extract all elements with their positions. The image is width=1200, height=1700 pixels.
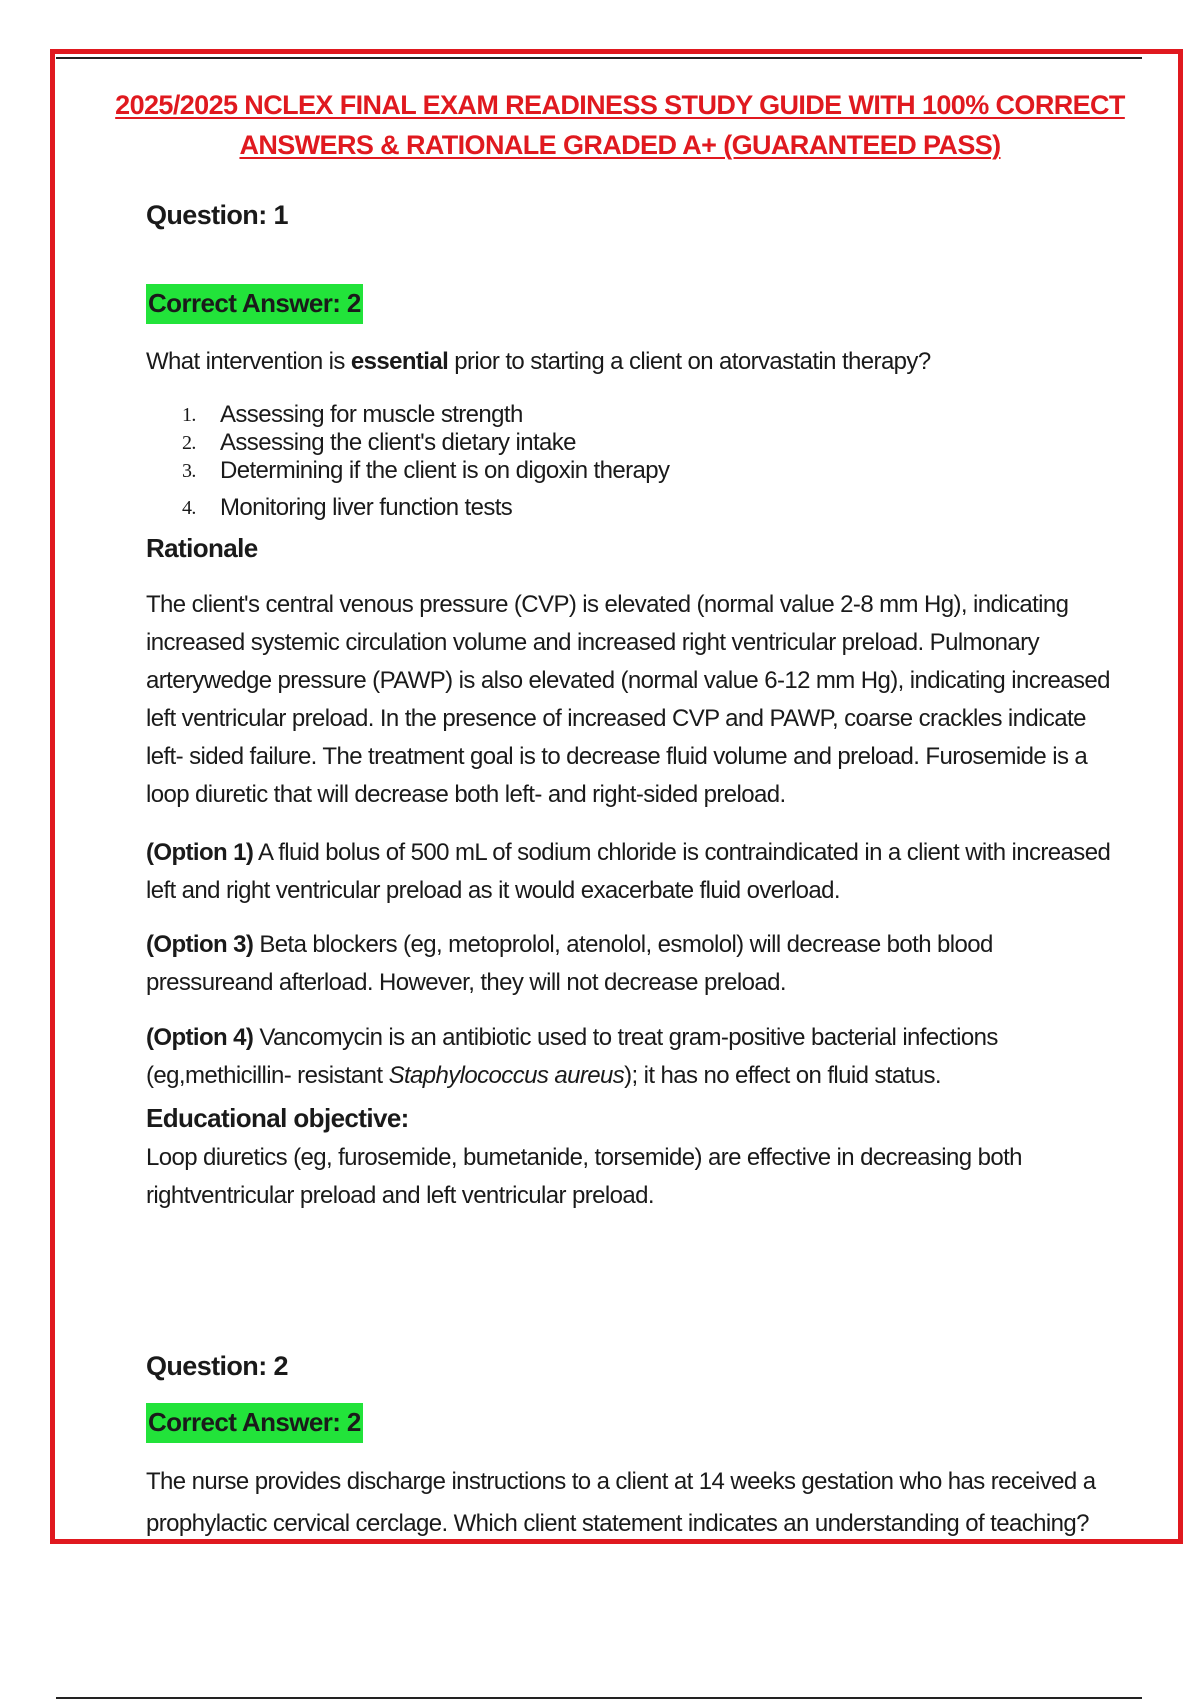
question-2-correct-answer-badge: Correct Answer: 2 <box>146 1403 363 1443</box>
option-1-explanation <box>146 834 1121 910</box>
rationale-paragraph: The client's central venous pressure (CVP) is elevated (normal value 2-8 mm Hg), indicating increased systemic circulation volume and increased right ventricular preload. Pulmonary arterywedge pressure (PAWP) is also elevated (normal value 6-12 mm Hg), indicating increased left ventricular preload. In the presence of increased CVP and PAWP, coarse crackles indicate left- sided failure. The treatment goal is to decrease fluid volume and preload. Furosemide is a loop diuretic that will decrease both left- and right-sided preload. <box>146 591 1110 808</box>
option-text: Assessing for muscle strength <box>220 401 523 428</box>
option-4-text-before: Vancomycin is an antibiotic used to treat gram-positive bacterial infections (eg,methicillin- resistant <box>146 1024 998 1089</box>
educational-objective-heading: Educational objective: <box>146 1103 409 1133</box>
option-number: 2. <box>182 432 196 454</box>
rationale-heading: Rationale <box>146 533 258 563</box>
question-1-stem <box>146 343 1121 381</box>
option-4-text-after: ); it has no effect on fluid status. <box>624 1062 941 1089</box>
option-text: Assessing the client's dietary intake <box>220 429 576 456</box>
option-item-3 <box>182 457 669 485</box>
stem-text-after: prior to starting a client on atorvastatin therapy? <box>448 348 931 375</box>
option-4-explanation <box>146 1019 1121 1095</box>
educational-objective-text: Loop diuretics (eg, furosemide, bumetanide, torsemide) are effective in decreasing both rightventricular preload and left ventricular preload. <box>146 1144 1022 1209</box>
footer-rule <box>56 1697 1142 1699</box>
question-2-label: Question: 2 <box>146 1351 288 1381</box>
question-2-stem: The nurse provides discharge instructions to a client at 14 weeks gestation who has received a prophylactic cervical cerclage. Which client statement indicates an understanding of teaching? <box>146 1468 1096 1537</box>
option-3-label: (Option 3) <box>146 931 254 958</box>
stem-emphasis: essential <box>350 348 449 375</box>
option-4-label: (Option 4) <box>146 1024 254 1051</box>
option-1-label: (Option 1) <box>146 839 254 866</box>
document-title: 2025/2025 NCLEX FINAL EXAM READINESS STUDY GUIDE WITH 100% CORRECT ANSWERS & RATIONALE GRADED A+ (GUARANTEED PASS) <box>115 90 1125 160</box>
option-item-2 <box>182 429 669 457</box>
option-number: 4. <box>182 497 196 519</box>
option-3-explanation <box>146 926 1121 1002</box>
question-1-label: Question: 1 <box>146 200 288 230</box>
option-3-text: Beta blockers (eg, metoprolol, atenolol, esmolol) will decrease both blood pressureand afterload. However, they will not decrease preload. <box>146 931 993 996</box>
header-rule <box>56 57 1142 59</box>
option-number: 3. <box>182 460 196 482</box>
option-item-1 <box>182 401 669 429</box>
question-1-correct-answer-badge: Correct Answer: 2 <box>146 284 363 324</box>
species-name: Staphylococcus aureus <box>388 1062 625 1089</box>
option-text: Monitoring liver function tests <box>220 494 513 521</box>
option-text: Determining if the client is on digoxin therapy <box>220 457 670 484</box>
question-1-options-list <box>182 401 669 522</box>
option-item-4 <box>182 494 669 522</box>
option-number: 1. <box>182 404 196 426</box>
stem-text-before: What intervention is <box>146 348 351 375</box>
option-1-text: A fluid bolus of 500 mL of sodium chloride is contraindicated in a client with increased left and right ventricular preload as it would exacerbate fluid overload. <box>146 839 1111 904</box>
